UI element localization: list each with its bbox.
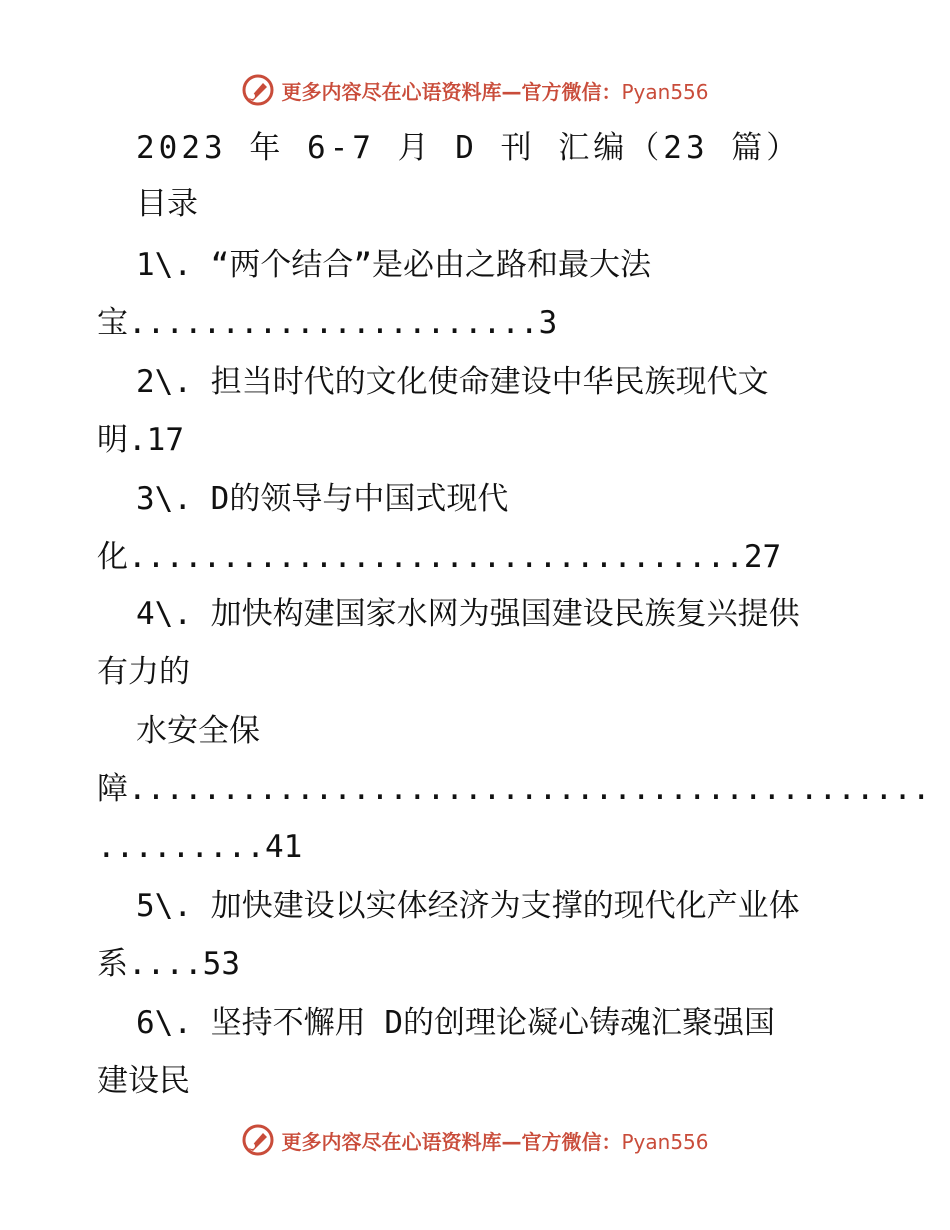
toc-entry-line: 系....53 xyxy=(97,946,240,982)
toc-entry-line: 4\. 加快构建国家水网为强国建设民族复兴提供 xyxy=(136,596,800,632)
toc-entry-line: 5\. 加快建设以实体经济为支撑的现代化产业体 xyxy=(136,888,800,924)
toc-entry-line: 3\. D的领导与中国式现代 xyxy=(136,481,509,517)
brand-logo-icon xyxy=(241,1123,275,1157)
toc-entry-line: 2\. 担当时代的文化使命建设中华民族现代文 xyxy=(136,364,769,400)
toc-entry-line: 6\. 坚持不懈用 D的创理论凝心铸魂汇聚强国 xyxy=(136,1005,775,1041)
watermark-text: 更多内容尽在心语资料库—官方微信： xyxy=(281,79,622,104)
toc-entry-line: 明.17 xyxy=(97,422,184,458)
toc-entry-line: .........41 xyxy=(97,829,303,865)
watermark-banner-top xyxy=(0,70,950,110)
watermark-handle: Pyan556 xyxy=(621,79,709,104)
brand-logo-icon xyxy=(241,73,275,107)
toc-entry-line: 障........................................... xyxy=(97,771,931,807)
toc-entry-line: 1\. “两个结合”是必由之路和最大法 xyxy=(136,247,651,283)
toc-entry-line: 化.................................27 xyxy=(97,539,782,575)
toc-entry-line: 宝......................3 xyxy=(97,305,558,341)
watermark-handle: Pyan556 xyxy=(621,1129,709,1154)
toc-entry-line: 有力的 xyxy=(97,654,190,690)
document-title: 2023 年 6-7 月 D 刊 汇编（23 篇） xyxy=(136,130,802,166)
watermark-banner-bottom xyxy=(0,1120,950,1160)
toc-heading: 目录 xyxy=(136,186,198,222)
toc-entry-line: 建设民 xyxy=(97,1063,190,1099)
toc-entry-line: 水安全保 xyxy=(136,713,260,749)
watermark-text: 更多内容尽在心语资料库—官方微信： xyxy=(281,1129,622,1154)
